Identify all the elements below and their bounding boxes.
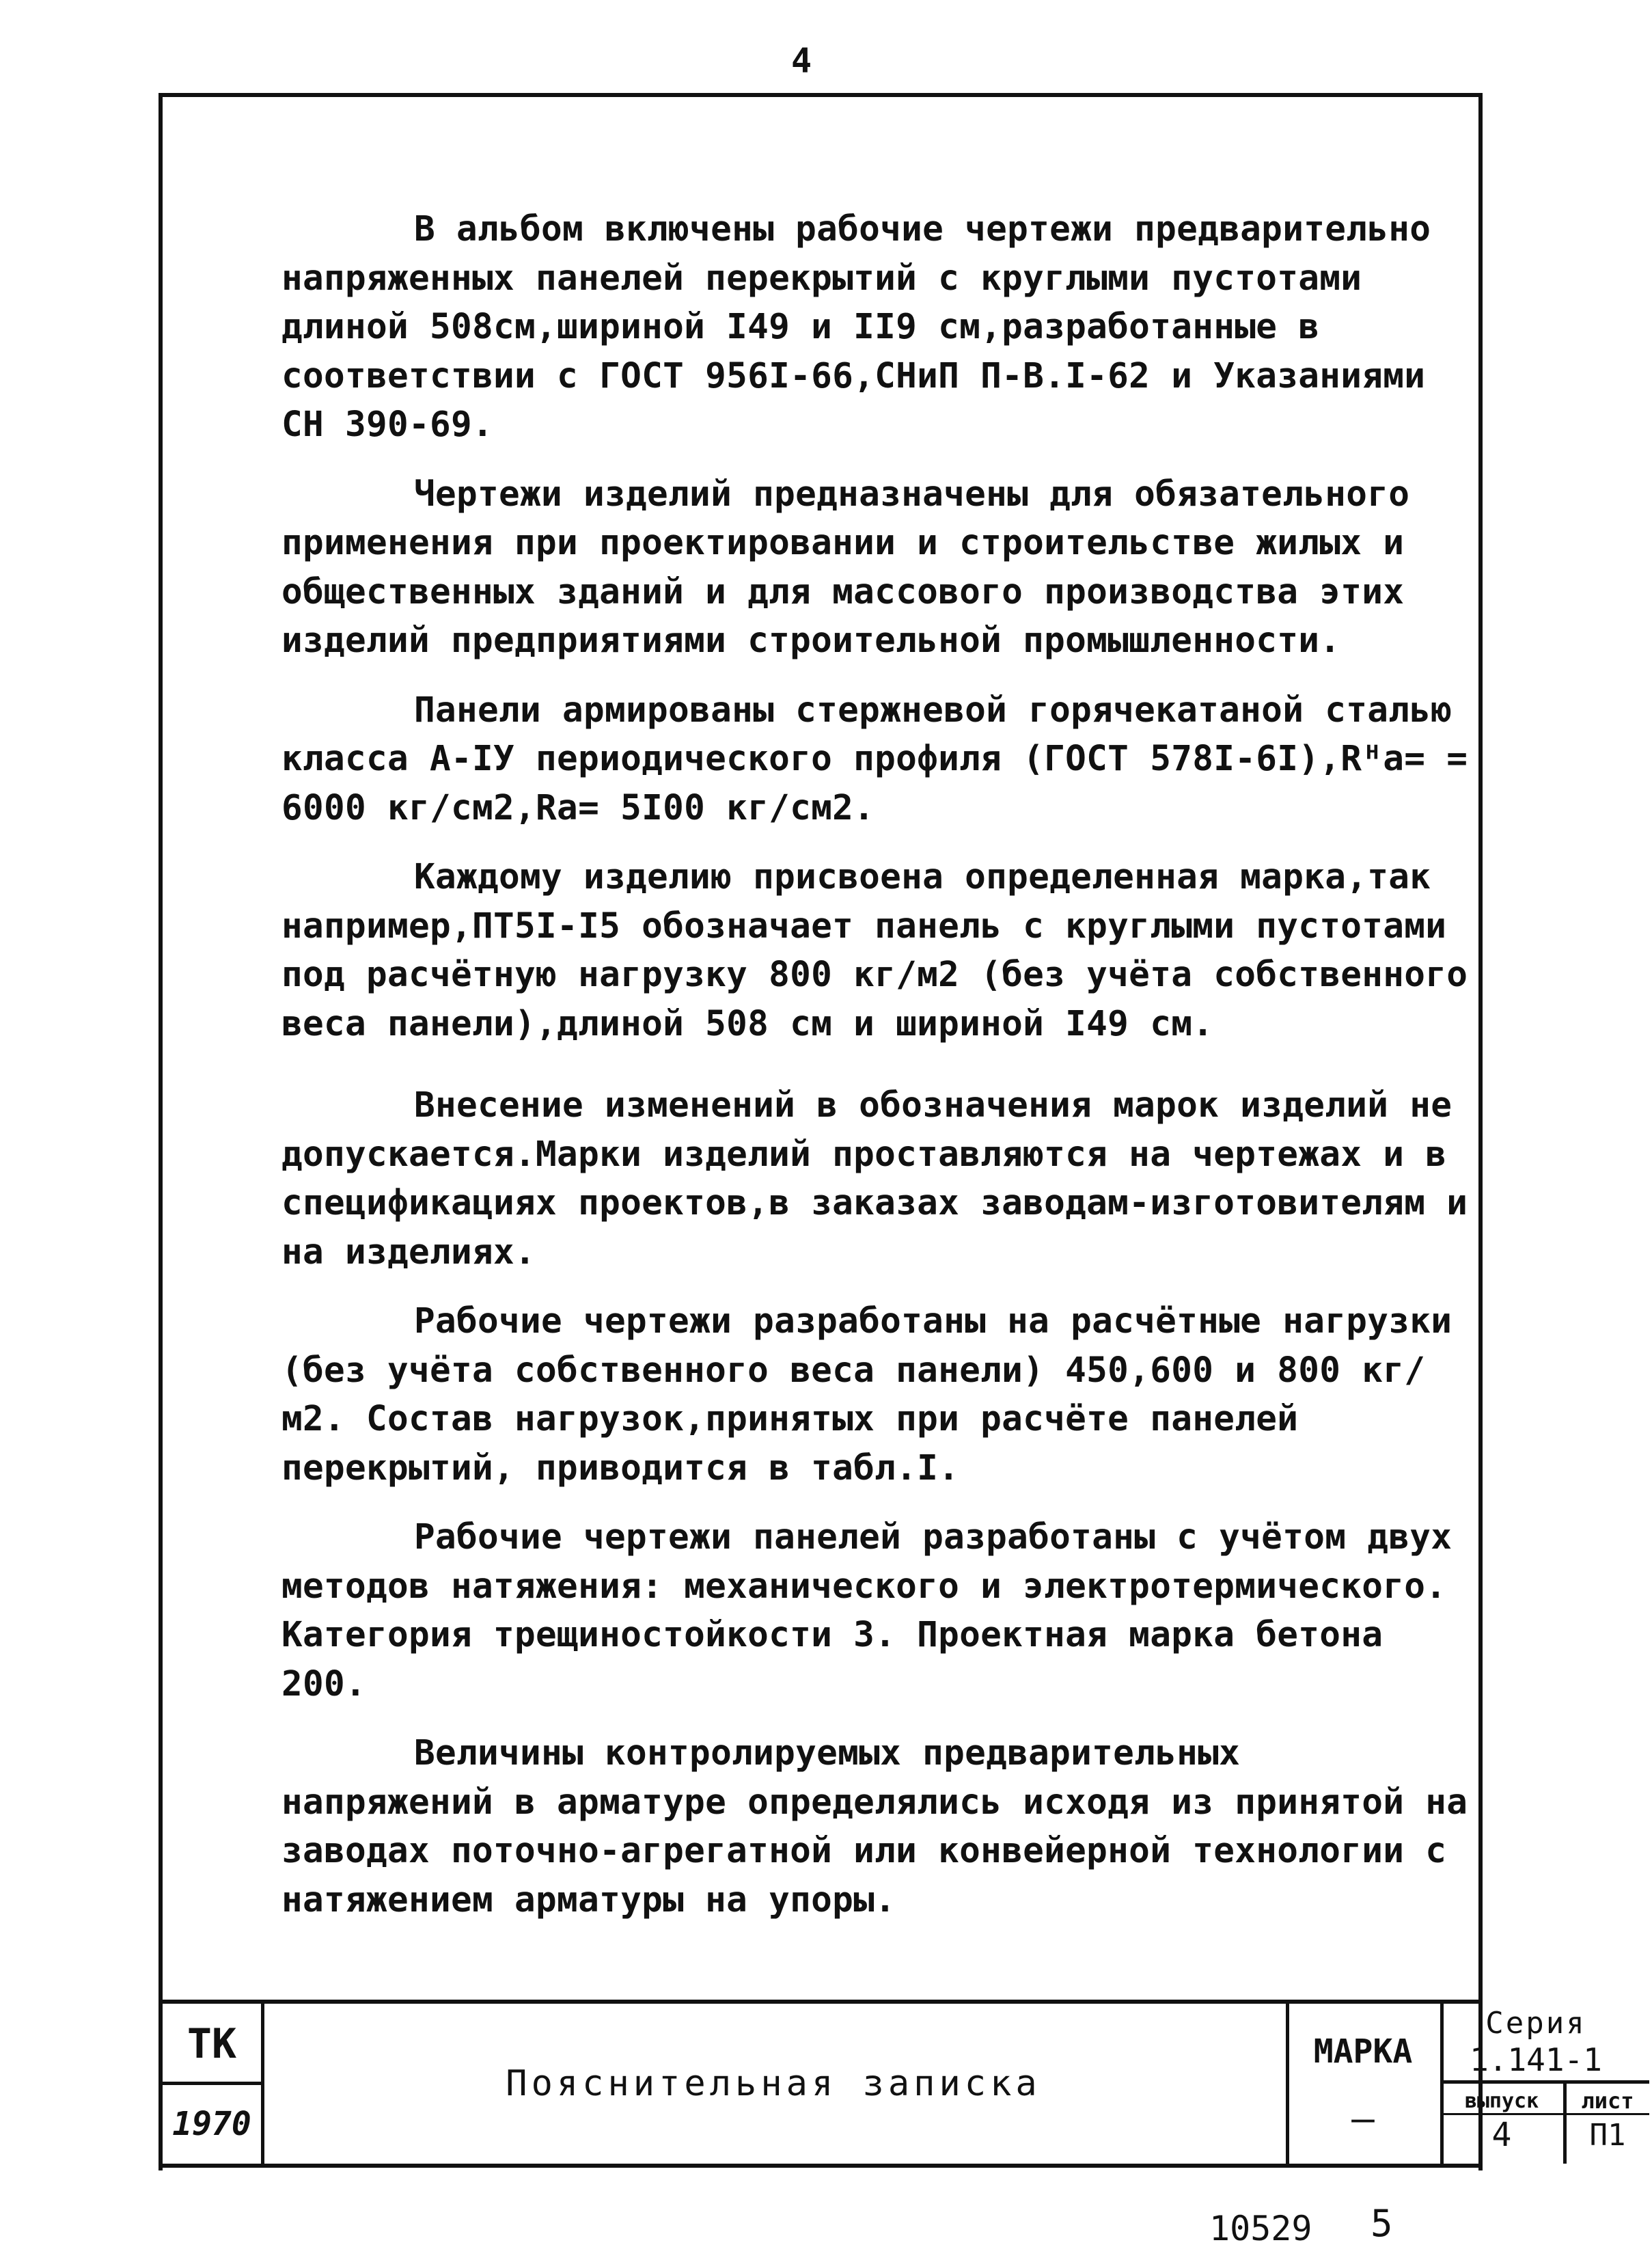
issue-label: выпуск bbox=[1464, 2088, 1539, 2113]
series-value: 1.141-1 bbox=[1470, 2041, 1602, 2078]
paragraph: Внесение изменений в обозначения марок изделий не допускается.Марки изделий проставляются на чертежах и в спецификациях проектов,в заказах заводам-изготовителям и на изделиях. bbox=[281, 1085, 1468, 1272]
title-block-divider bbox=[1440, 2080, 1649, 2084]
document-number: 10529 bbox=[1209, 2209, 1312, 2248]
series-label: Серия bbox=[1485, 2005, 1586, 2041]
paragraph: Чертежи изделий предназначены для обязательного применения при проектировании и строительстве жилых и общественных зданий и для массового производства этих изделий предприятиями строительной промышленности. bbox=[281, 474, 1410, 661]
document-title: Пояснительная записка bbox=[506, 2063, 1041, 2104]
paragraph: В альбом включены рабочие чертежи предварительно напряженных панелей перекрытий с круглыми пустотами длиной 508см,шириной I49 и II9 см,разработанные в соответствии с ГОСТ 956I-66,СНиП П-В.I-62 и Указаниями СН 390-69. bbox=[281, 209, 1431, 445]
marka-value: — bbox=[1351, 2096, 1375, 2141]
paragraph: Рабочие чертежи разработаны на расчётные нагрузки (без учёта собственного веса панели) 450,600 и 800 кг/м2. Состав нагрузок,принятых при расчёте панелей перекрытий, приводится в табл.I. bbox=[281, 1301, 1453, 1488]
explanatory-text bbox=[281, 205, 1470, 1945]
paragraph: Рабочие чертежи панелей разработаны с учётом двух методов натяжения: механического и электротермического. Категория трещиностойкости 3. Проектная марка бетона 200. bbox=[281, 1517, 1453, 1704]
marka-label: МАРКА bbox=[1313, 2032, 1413, 2071]
footer-page-number: 5 bbox=[1371, 2202, 1393, 2245]
sheet-label: лист bbox=[1581, 2088, 1634, 2114]
year: 1970 bbox=[172, 2104, 251, 2143]
paragraph: Величины контролируемых предварительных напряжений в арматуре определялись исходя из принятой на заводах поточно-агрегатной или конвейерной технологии с натяжением арматуры на упоры. bbox=[281, 1733, 1468, 1920]
sheet-value: П1 bbox=[1589, 2117, 1626, 2153]
paragraph: Каждому изделию присвоена определенная марка,так например,ПТ5I-I5 обозначает панель с круглыми пустотами под расчётную нагрузку 800 кг/м2 (без учёта собственного веса панели),длиной 508 см и шириной I49 см. bbox=[281, 857, 1468, 1044]
organization-code: ТК bbox=[187, 2019, 237, 2068]
title-block bbox=[159, 2000, 1634, 2168]
issue-value: 4 bbox=[1491, 2116, 1512, 2154]
paragraph: Панели армированы стержневой горячекатаной сталью класса А-IУ периодического профиля (ГОСТ 578I-6I),Rᴴа= = 6000 кг/см2,Rа= 5I00 кг/см2. bbox=[281, 690, 1468, 828]
page-number: 4 bbox=[791, 41, 812, 81]
